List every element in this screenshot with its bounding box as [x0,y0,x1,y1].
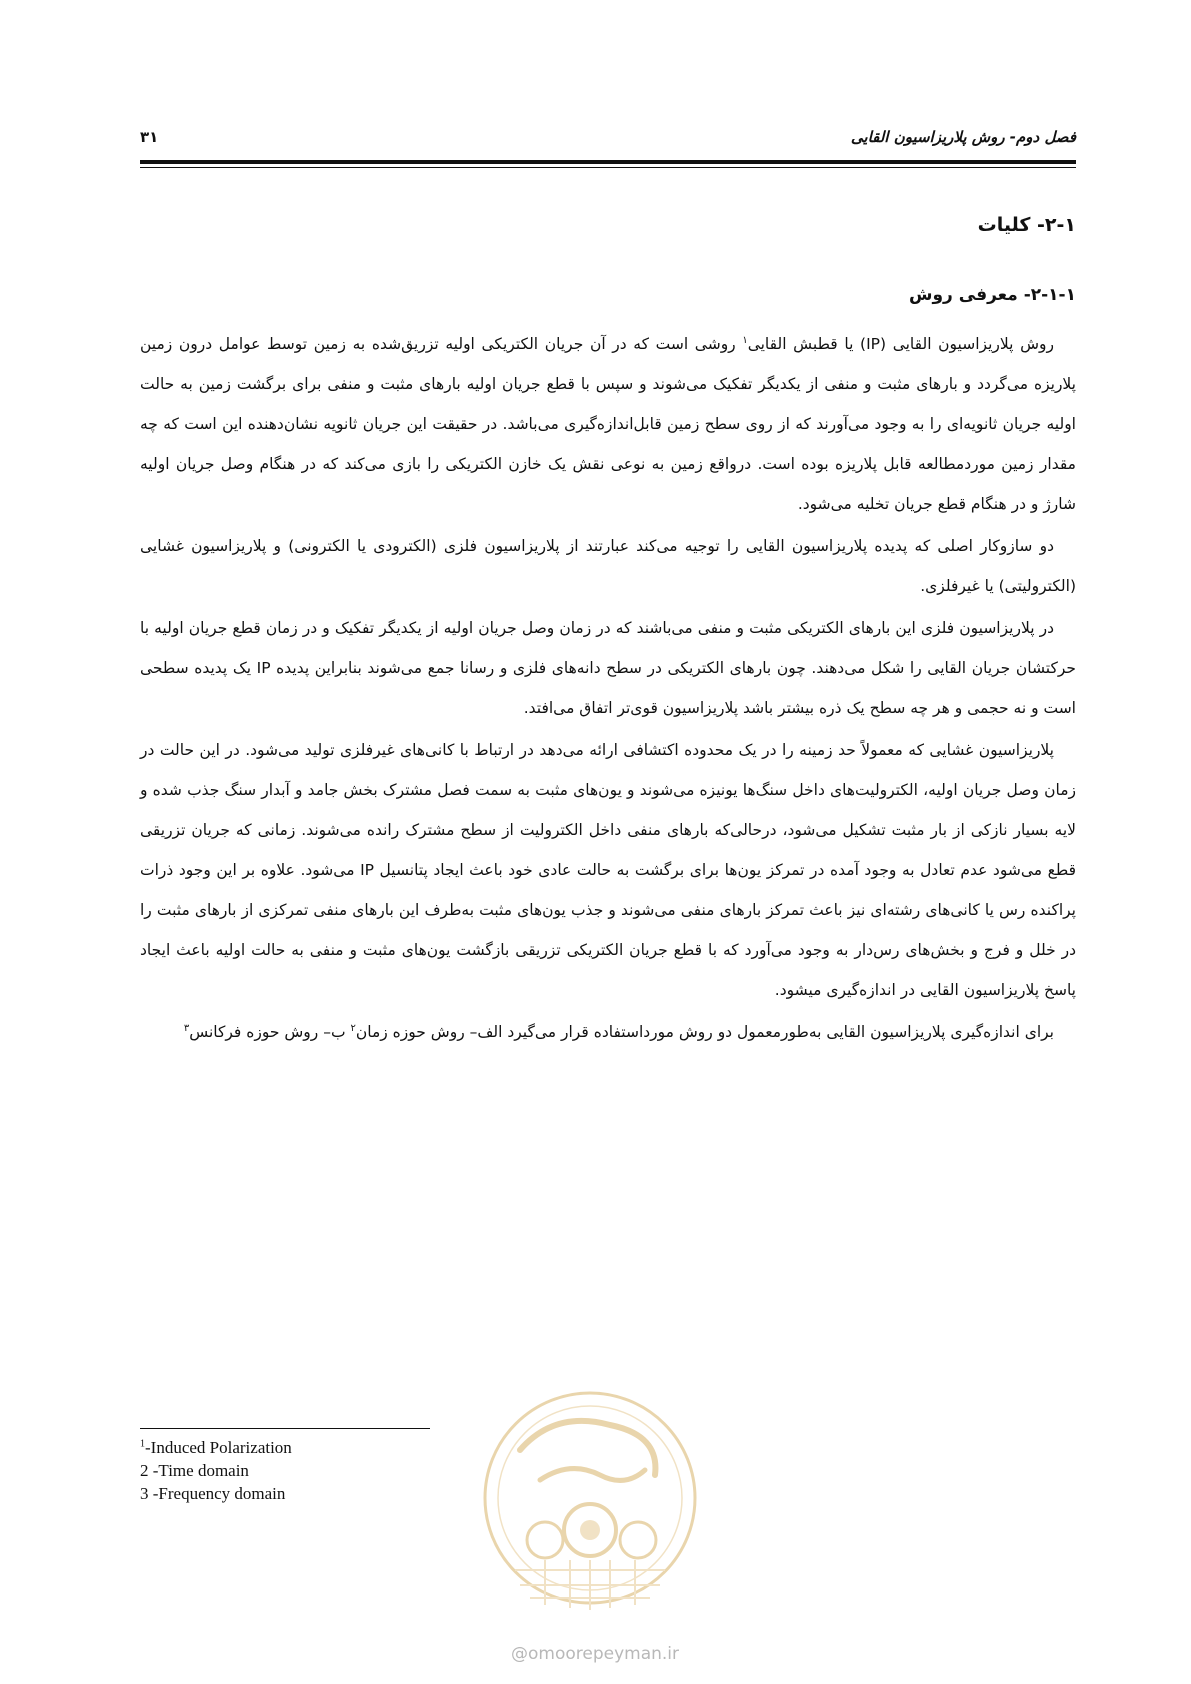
watermark-text: @omoorepeyman.ir [510,1644,680,1664]
subsection-heading: ۲-۱-۱- معرفی روش [909,285,1076,305]
footnote-2: 2 -Time domain [140,1461,249,1480]
page-body [140,214,1076,1054]
footnote-1-number: 1 [140,1438,145,1450]
chapter-title: فصل دوم- روش پلاریزاسیون القایی [850,128,1076,146]
section-heading: ۲-۱- کلیات [977,214,1076,236]
footnote-ref-1: ۱ [742,334,748,346]
paragraph-5-text-b: ب– روش حوزه فرکانس [189,1023,351,1041]
paragraph-5-text-a: برای اندازه‌گیری پلاریزاسیون القایی به‌طورمعمول دو روش مورداستفاده قرار می‌گیرد الف– روش حوزه زمان [355,1023,1054,1041]
paragraph-2: دو سازوکار اصلی که پدیده پلاریزاسیون القایی را توجیه می‌کند عبارتند از پلاریزاسیون فلزی (الکترودی یا الکترونی) و پلاریزاسیون غشایی (الکترولیتی) یا غیرفلزی. [140,537,1076,595]
paragraph-3: در پلاریزاسیون فلزی این بارهای الکتریکی مثبت و منفی می‌باشند که در زمان وصل جریان اولیه از یکدیگر تفکیک و در زمان قطع جریان اولیه با حرکتشان جریان القایی را شکل می‌دهند. چون بارهای الکتریکی در سطح دانه‌های فلزی و رسانا جمع می‌شوند بنابراین پدیده IP یک پدیده سطحی است و نه حجمی و هر چه سطح یک ذره بیشتر باشد پلاریزاسیون قوی‌تر اتفاق می‌افتد. [140,619,1076,717]
footnote-ref-2: ۲ [350,1022,356,1034]
header-rule-thin [140,167,1076,168]
paragraph-5 [140,1012,1076,1052]
page-number: ۳۱ [140,128,159,146]
paragraph-4: پلاریزاسیون غشایی که معمولاً حد زمینه را در یک محدوده اکتشافی ارائه می‌دهد در ارتباط با کانی‌های غیرفلزی تولید می‌شود. در این حالت در زمان وصل جریان اولیه، الکترولیت‌های داخل سنگ‌ها یونیزه می‌شوند و یون‌های مثبت به سمت فصل مشترک بخش جامد و آبدار سنگ جذب شده و لایه بسیار نازکی از بار مثبت تشکیل می‌شود، درحالی‌که بارهای منفی داخل الکترولیت از سطح مشترک رانده می‌شوند. زمانی که جریان تزریقی قطع می‌شود عدم تعادل به وجود آمده در تمرکز یون‌ها برای برگشت به حالت عادی خود باعث ایجاد پتانسیل IP می‌شود. علاوه بر این وجود ذرات پراکنده رس یا کانی‌های رشته‌ای نیز باعث تمرکز بارهای منفی می‌شوند و جذب یون‌های مثبت به‌طرف این بارهای منفی تمرکزی از بارهای مثبت را در خلل و فرج و بخش‌های رس‌دار به وجود می‌آورد که با قطع جریان الکتریکی تزریقی بازگشت یون‌های مثبت و منفی به حالت اولیه باعث ایجاد پاسخ پلاریزاسیون القایی در اندازه‌گیری میشود. [140,741,1076,999]
paragraph-1-text-b: روشی است که در آن جریان الکتریکی اولیه تزریق‌شده به زمین توسط عوامل درون زمین پلاریزه می‌گردد و بارهای مثبت و منفی از یکدیگر تفکیک می‌شوند و سپس با قطع جریان اولیه بارهای مثبت و منفی برای برگشت زمین به حالت اولیه جریان ثانویه‌ای را به وجود می‌آورند که از روی سطح زمین قابل‌اندازه‌گیری می‌باشد. در حقیقت این جریان ثانویه نشان‌دهنده این است که چه مقدار زمین موردمطالعه قابل پلاریزه بوده است. درواقع زمین به نوعی نقش یک خازن الکتریکی را بازی می‌کند که در هنگام وصل جریان اولیه شارژ و در هنگام قطع جریان تخلیه می‌شود. [140,335,1076,513]
page-header [140,128,1076,150]
paragraph-1-text-a: روش پلاریزاسیون القایی (IP) یا قطبش القایی [747,335,1054,353]
watermark-seal-icon [460,1380,720,1640]
footnote-1-text: -Induced Polarization [145,1438,292,1457]
footnote-3: 3 -Frequency domain [140,1484,286,1503]
footnote-rule [140,1428,430,1429]
header-rule-thick [140,160,1076,164]
paragraph-1 [140,324,1076,524]
footnote-ref-3: ۳ [183,1022,190,1034]
